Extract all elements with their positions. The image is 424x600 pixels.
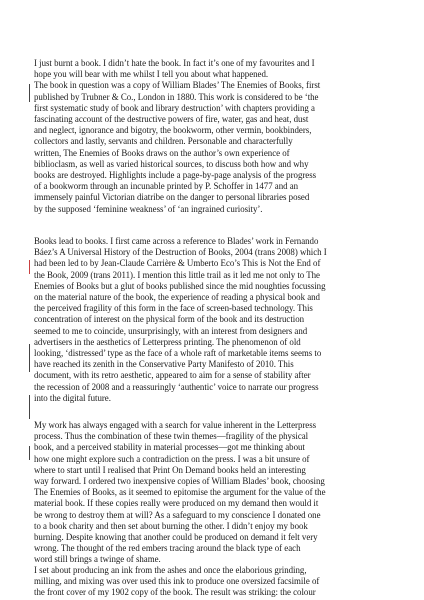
text-line: books are destroyed. Highlights include a page-by-page analysis of the progress <box>34 170 317 181</box>
text-line: the front cover of my 1902 copy of the book. The result was striking: the colour <box>34 587 316 598</box>
text-line: biblioclasm, as well as varied historical sources, to discuss both how and why <box>34 158 309 169</box>
text-line: where to start until I realised that Print On Demand books held an interesting <box>34 464 306 475</box>
text-line: on the material nature of the book, the experience of reading a physical book and <box>34 292 320 303</box>
text-line: book, and a perceived stability in material processes—got me thinking about <box>34 442 305 453</box>
text-line: material book. If these copies really were produced on my demand then would it <box>34 498 319 509</box>
text-line: wrong. The thought of the red embers tracing around the black type of each <box>34 543 301 554</box>
text-line: fascinating account of the destructive powers of fire, water, gas and heat, dust <box>34 114 309 125</box>
text-line: way forward. I ordered two inexpensive copies of William Blades’ book, choosing <box>34 476 325 487</box>
text-line: by the supposed ‘feminine weakness’ of ‘an ingrained curiosity’. <box>34 203 263 214</box>
text-line: The book in question was a copy of William Blades’ The Enemies of Books, first <box>34 80 321 91</box>
change-bar <box>29 84 30 102</box>
change-bar <box>29 260 30 274</box>
text-line: and neglect, ignorance and bigotry, the bookworm, other vermin, bookbinders, <box>34 125 312 136</box>
paragraph <box>34 565 394 599</box>
change-bar <box>29 344 30 372</box>
text-line: My work has always engaged with a search for value inherent in the Letterpress <box>34 420 317 430</box>
text-line: the recession of 2008 and a reassuringly ‘authentic’ voice to narrate our progress <box>34 381 319 392</box>
paragraph <box>34 236 394 404</box>
change-bar <box>29 395 30 419</box>
text-line: the Book, 2009 (trans 2011). I mention this little trail as it led me not only to The <box>34 269 320 280</box>
text-line: have reached its zenith in the Conservative Party Manifesto of 2010. This <box>34 359 294 370</box>
text-line: Books lead to books. I first came across a reference to Blades’ work in Fernando <box>34 236 319 246</box>
text-line: the perceived fragility of this form in the face of screen-based technology. This <box>34 303 313 314</box>
text-line: The Enemies of Books, as it seemed to epitomise the argument for the value of the <box>34 487 326 498</box>
text-line: to a book charity and then set about burning the other. I didn’t enjoy my book <box>34 520 308 531</box>
text-line: document, with its retro aesthetic, appeared to aim for a sense of stability after <box>34 370 311 381</box>
text-line: milling, and mixing was over used this ink to produce one oversized facsimile of <box>34 576 320 587</box>
text-line: be wrong to destroy them at will? As a safeguard to my conscience I donated one <box>34 509 321 520</box>
text-line: immensely painful Victorian diatribe on the danger to personal libraries posed <box>34 192 310 203</box>
text-line: collectors and lastly, servants and children. Personable and characterfully <box>34 136 293 147</box>
text-line: seemed to me to coincide, unsurprisingly, with an interest from designers and <box>34 325 308 336</box>
paragraph <box>34 420 394 566</box>
text-line: published by Trubner & Co., London in 1880. This work is considered to be ‘the <box>34 91 319 102</box>
text-line: written, The Enemies of Books draws on the author’s own experience of <box>34 147 290 158</box>
text-line: I just burnt a book. I didn’t hate the book. In fact it’s one of my favourites and I <box>34 58 315 68</box>
text-line: process. Thus the combination of these twin themes—fragility of the physical <box>34 431 309 442</box>
text-line: of a bookworm through an incunable printed by P. Schoffer in 1477 and an <box>34 181 299 192</box>
text-line: hope you will bear with me whilst I tell you about what happened. <box>34 69 269 80</box>
text-line: Enemies of Books but a glut of books published since the mid noughties focussing <box>34 280 326 291</box>
text-line: how one might explore such a contradiction on the press. I was a bit unsure of <box>34 453 310 464</box>
text-line: word still brings a twinge of shame. <box>34 554 161 565</box>
paragraph <box>34 58 394 215</box>
text-line: first systematic study of book and library destruction’ with chapters providing a <box>34 102 315 113</box>
text-line: Báez’s A Universal History of the Destruction of Books, 2004 (trans 2008) which I <box>34 247 327 258</box>
text-line: into the digital future. <box>34 392 111 403</box>
text-line: I set about producing an ink from the ashes and once the elaborious grinding, <box>34 565 307 575</box>
text-line: concentration of interest on the physical form of the book and its destruction <box>34 314 305 325</box>
text-line: advertisers in the aesthetics of Letterpress printing. The phenomenon of old <box>34 336 301 347</box>
text-line: had been led to by Jean-Claude Carrière & Umberto Eco’s This is Not the End of <box>34 258 321 269</box>
text-line: looking, ‘distressed’ type as the face of a whole raft of marketable items seems to <box>34 348 322 359</box>
text-line: burning. Despite knowing that another could be produced on demand it felt very <box>34 532 318 543</box>
change-bar <box>29 446 30 460</box>
